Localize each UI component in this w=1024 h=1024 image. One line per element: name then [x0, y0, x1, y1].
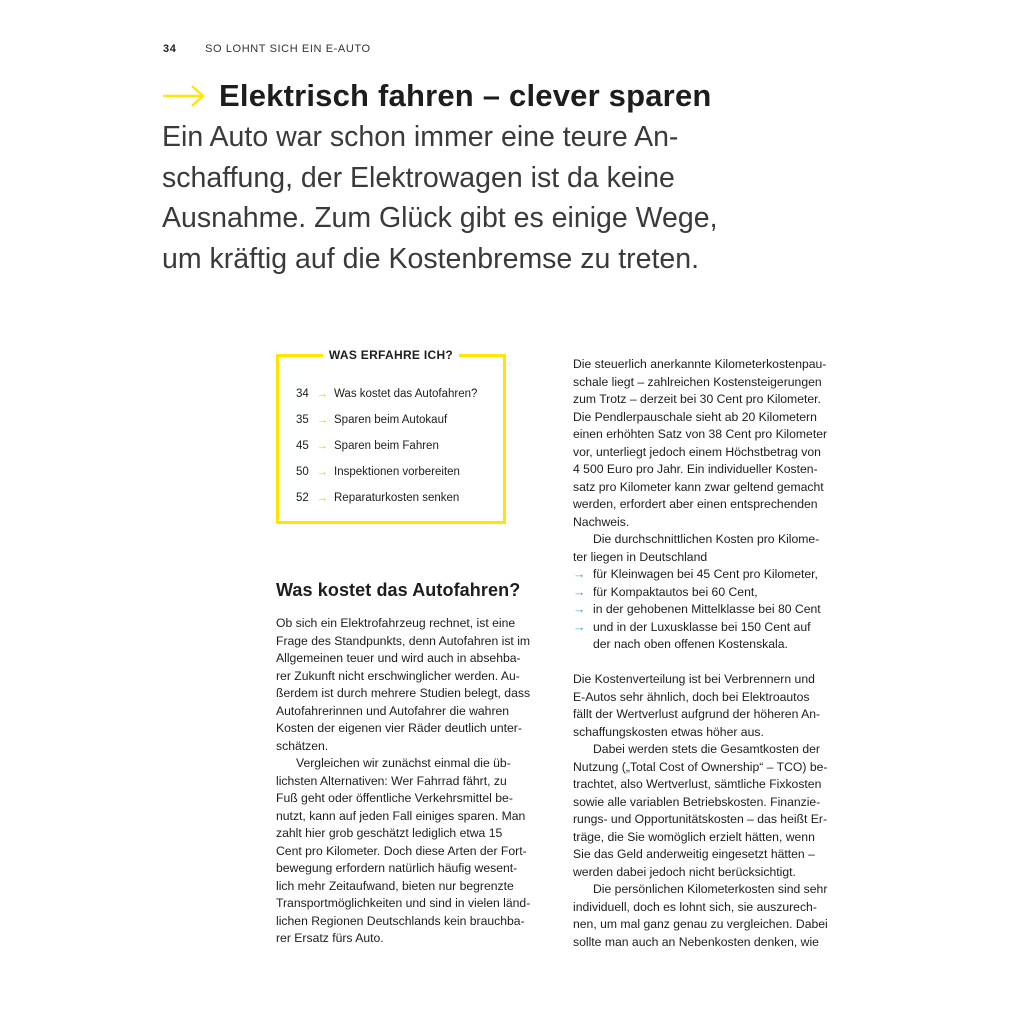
bullet-item	[573, 566, 828, 584]
arrow-right-icon: →	[317, 466, 328, 478]
toc-item[interactable]	[296, 459, 477, 485]
bullet-continuation: der nach oben offenen Kostenskala.	[593, 637, 788, 651]
running-section-title: SO LOHNT SICH EIN E-AUTO	[205, 43, 371, 55]
text-line: Die Pendlerpauschale sieht ab 20 Kilometern	[573, 409, 817, 424]
right-column-text	[573, 356, 828, 951]
text-line: schätzen.	[276, 738, 329, 753]
toc-page: 35	[296, 414, 309, 426]
toc-label: Sparen beim Fahren	[334, 440, 439, 452]
bullet-item	[573, 601, 828, 619]
text-line: Vergleichen wir zunächst einmal die üb-	[296, 756, 511, 770]
text-line: nen, um mal ganz genau zu vergleichen. Dabei	[573, 917, 828, 931]
text-line: Autofahrerinnen und Autofahrer die wahren	[276, 703, 510, 718]
text-line: Cent pro Kilometer. Doch diese Arten der Fort-	[276, 843, 527, 858]
text-line: sowie alle variablen Betriebskosten. Finanzie-	[573, 794, 821, 809]
text-line: individuell, doch es lohnt sich, sie auszurech-	[573, 899, 817, 914]
text-line: Dabei werden stets die Gesamtkosten der	[593, 742, 820, 756]
text-line: nutzt, kann auf jeden Fall einiges sparen. Man	[276, 808, 526, 823]
text-line: schale liegt – zahlreichen Kostensteigerungen	[573, 374, 822, 389]
text-line: zahlt hier grob geschätzt lediglich etwa 15	[276, 826, 503, 840]
chapter-title: Elektrisch fahren – clever sparen	[219, 78, 712, 113]
text-line: Kosten der eigenen vier Räder deutlich unter-	[276, 721, 522, 735]
toc-label: Sparen beim Autokauf	[334, 414, 448, 426]
text-line: lich mehr Zeitaufwand, bieten nur begrenzte	[276, 878, 514, 893]
text-line: satz pro Kilometer kann zwar geltend gemacht	[573, 479, 824, 494]
toc-item[interactable]	[296, 433, 477, 459]
arrow-right-icon	[162, 84, 206, 108]
arrow-right-icon: →	[317, 414, 328, 426]
lead-line: Ein Auto war schon immer eine teure An-	[162, 121, 679, 153]
text-line: 4 500 Euro pro Jahr. Ein individueller Kosten-	[573, 462, 818, 476]
bullet-text: für Kompaktautos bei 60 Cent,	[593, 584, 758, 599]
arrow-right-icon: →	[317, 440, 328, 452]
text-line: Die durchschnittlichen Kosten pro Kilome-	[593, 532, 820, 546]
text-line: lichen Regionen Deutschlands kein brauchba-	[276, 913, 525, 928]
toc-label: Was kostet das Autofahren?	[334, 388, 478, 400]
toc-page: 45	[296, 440, 309, 452]
toc-list	[296, 381, 477, 511]
arrow-right-icon: →	[573, 619, 586, 634]
text-line: rungs- und Opportunitätskosten – das heißt Er-	[573, 812, 828, 826]
text-line: sollte man auch an Nebenkosten denken, wie	[573, 934, 819, 949]
bullet-item	[573, 584, 828, 602]
text-line: bewegung erfordern natürlich häufig wesent-	[276, 861, 518, 875]
text-line: rer Zukunft nicht erschwinglicher werden. Au-	[276, 668, 520, 683]
paragraph-gap	[573, 654, 828, 672]
text-line: Frage des Standpunkts, denn Autofahren ist im	[276, 633, 531, 648]
text-line: ter liegen in Deutschland	[573, 549, 708, 564]
text-line: werden dabei jedoch nicht berücksichtigt.	[573, 864, 796, 879]
section-heading: Was kostet das Autofahren?	[276, 580, 521, 600]
text-line: Die steuerlich anerkannte Kilometerkostenpau-	[573, 357, 827, 371]
toc-label: Inspektionen vorbereiten	[334, 466, 460, 478]
toc-page: 50	[296, 466, 309, 478]
toc-page: 34	[296, 388, 309, 400]
arrow-right-icon: →	[317, 388, 328, 400]
text-line: fällt der Wertverlust aufgrund der höheren An-	[573, 707, 821, 721]
text-line: einen erhöhten Satz von 38 Cent pro Kilometer	[573, 427, 828, 441]
toc-page: 52	[296, 492, 309, 504]
text-line: Fuß geht oder öffentliche Verkehrsmittel be-	[276, 791, 513, 805]
text-line: Sie das Geld anderweitig eingesetzt hätten –	[573, 847, 815, 861]
text-line: E-Autos sehr ähnlich, doch bei Elektroautos	[573, 689, 810, 704]
toc-label: Reparaturkosten senken	[334, 492, 460, 504]
text-line: lichsten Alternativen: Wer Fahrrad fährt, zu	[276, 773, 507, 788]
text-line: vor, unterliegt jedoch einem Höchstbetrag von	[573, 444, 821, 459]
text-line: schaffungskosten etwas höher aus.	[573, 724, 764, 739]
arrow-right-icon: →	[573, 602, 586, 616]
text-line: Die Kostenverteilung ist bei Verbrennern und	[573, 672, 815, 686]
lead-line: Ausnahme. Zum Glück gibt es einige Wege,	[162, 202, 718, 234]
toc-box-title: WAS ERFAHRE ICH?	[328, 348, 454, 362]
toc-box	[276, 348, 506, 524]
text-line: ßerdem ist durch mehrere Studien belegt, dass	[276, 686, 531, 700]
text-line: Allgemeinen teuer und wird auch in absehba-	[276, 651, 521, 665]
text-line: Die persönlichen Kilometerkosten sind sehr	[593, 882, 828, 896]
bullet-text: für Kleinwagen bei 45 Cent pro Kilometer,	[593, 567, 818, 581]
arrow-right-icon: →	[573, 584, 586, 599]
text-line: Ob sich ein Elektrofahrzeug rechnet, ist eine	[276, 616, 516, 630]
text-line: träge, die Sie womöglich erzielt hätten, wenn	[573, 829, 815, 844]
text-line: trachtet, also Wertverlust, sämtliche Fixkosten	[573, 777, 822, 791]
text-line: Transportmöglichkeiten und sind in vielen länd-	[276, 896, 531, 910]
toc-item[interactable]	[296, 381, 477, 407]
toc-item[interactable]	[296, 485, 477, 511]
arrow-right-icon: →	[573, 567, 586, 581]
lead-paragraph	[162, 117, 802, 279]
page-number: 34	[163, 43, 177, 55]
arrow-right-icon: →	[317, 492, 328, 504]
text-line: Nachweis.	[573, 514, 630, 529]
lead-line: schaffung, der Elektrowagen ist da keine	[162, 161, 675, 194]
text-line: zum Trotz – derzeit bei 30 Cent pro Kilometer.	[573, 392, 821, 406]
text-line: rer Ersatz fürs Auto.	[276, 931, 384, 945]
bullet-item	[573, 619, 828, 637]
toc-item[interactable]	[296, 407, 477, 433]
lead-line: um kräftig auf die Kostenbremse zu treten.	[162, 242, 700, 275]
running-head	[163, 43, 371, 55]
left-column-text	[276, 615, 530, 948]
text-line: werden, erfordert aber einen entsprechenden	[573, 497, 818, 511]
bullet-text: und in der Luxusklasse bei 150 Cent auf	[593, 619, 811, 634]
bullet-text: in der gehobenen Mittelklasse bei 80 Cent	[593, 602, 821, 616]
chapter-title-row	[162, 78, 712, 114]
text-line: Nutzung („Total Cost of Ownership“ – TCO) be-	[573, 759, 828, 774]
